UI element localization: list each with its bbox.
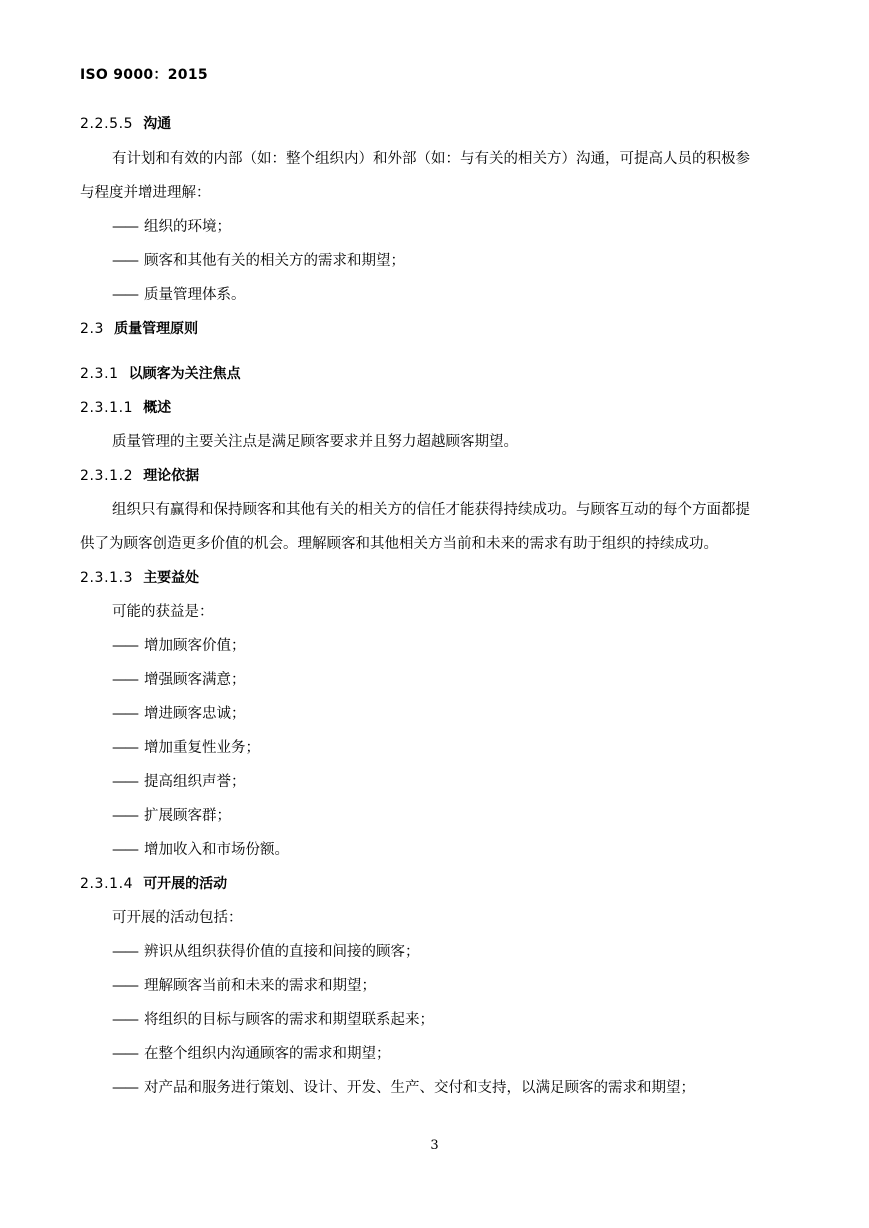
bullet-dash: —— (112, 219, 137, 235)
list-item: —— 质量管理体系。 (112, 287, 246, 303)
bullet-dash: —— (112, 1012, 137, 1028)
bullet-dash: —— (112, 253, 137, 269)
bullet-dash: —— (112, 1046, 137, 1062)
list-item: —— 扩展顾客群； (112, 808, 231, 824)
section-title: 概述 (143, 400, 172, 416)
section-title: 可开展的活动 (143, 876, 228, 892)
list-item: —— 提高组织声誉； (112, 774, 246, 790)
section-number: 2.3.1.2 (80, 468, 134, 484)
section-heading-2-3-1-1 (80, 398, 800, 418)
section-number: 2.3.1.1 (80, 400, 134, 416)
section-number: 2.3.1 (80, 366, 119, 382)
bullet-dash: —— (112, 672, 137, 688)
section-title: 主要益处 (143, 570, 200, 586)
section-number: 2.3 (80, 321, 105, 337)
section-title: 以顾客为关注焦点 (128, 366, 241, 382)
bullet-dash: —— (112, 774, 137, 790)
paragraph-line: 可开展的活动包括： (112, 910, 243, 926)
list-item: —— 增加收入和市场份额。 (112, 842, 289, 858)
paragraph-line: 质量管理的主要关注点是满足顾客要求并且努力超越顾客期望。 (112, 434, 518, 450)
section-number: 2.2.5.5 (80, 116, 134, 132)
paragraph-line: 组织只有赢得和保持顾客和其他有关的相关方的信任才能获得持续成功。与顾客互动的每个方面都提 (112, 502, 750, 518)
document-header: ISO 9000：2015 (80, 67, 208, 83)
paragraph-line: 有计划和有效的内部（如：整个组织内）和外部（如：与有关的相关方）沟通，可提高人员的积极参 (112, 151, 750, 167)
bullet-dash: —— (112, 842, 137, 858)
bullet-dash: —— (112, 638, 137, 654)
paragraph-line: 可能的获益是： (112, 604, 214, 620)
list-item: —— 对产品和服务进行策划、设计、开发、生产、交付和支持，以满足顾客的需求和期望； (112, 1080, 695, 1096)
list-item: —— 在整个组织内沟通顾客的需求和期望； (112, 1046, 391, 1062)
section-number: 2.3.1.3 (80, 570, 134, 586)
list-item: —— 辨识从组织获得价值的直接和间接的顾客； (112, 944, 420, 960)
page-number: 3 (430, 1138, 439, 1153)
section-heading-2-3-1 (80, 364, 800, 384)
list-item: —— 将组织的目标与顾客的需求和期望联系起来； (112, 1012, 434, 1028)
bullet-dash: —— (112, 808, 137, 824)
bullet-dash: —— (112, 287, 137, 303)
paragraph-line: 与程度并增进理解： (80, 185, 211, 201)
section-title: 沟通 (143, 116, 172, 132)
section-number: 2.3.1.4 (80, 876, 134, 892)
list-item: —— 增加重复性业务； (112, 740, 260, 756)
section-title: 质量管理原则 (114, 321, 199, 337)
bullet-dash: —— (112, 944, 137, 960)
list-item: —— 组织的环境； (112, 219, 231, 235)
section-heading-2-3-1-2 (80, 466, 800, 486)
bullet-dash: —— (112, 978, 137, 994)
bullet-dash: —— (112, 706, 137, 722)
section-heading-2-3 (80, 319, 800, 339)
section-heading-2-3-1-3 (80, 568, 800, 588)
list-item: —— 增加顾客价值； (112, 638, 246, 654)
list-item: —— 增强顾客满意； (112, 672, 246, 688)
section-title: 理论依据 (143, 468, 200, 484)
list-item: —— 增进顾客忠诚； (112, 706, 246, 722)
paragraph-line: 供了为顾客创造更多价值的机会。理解顾客和其他相关方当前和未来的需求有助于组织的持续成功。 (80, 536, 718, 552)
bullet-dash: —— (112, 1080, 137, 1096)
bullet-dash: —— (112, 740, 137, 756)
section-heading-2-2-5-5 (80, 114, 800, 134)
list-item: —— 理解顾客当前和未来的需求和期望； (112, 978, 376, 994)
list-item: —— 顾客和其他有关的相关方的需求和期望； (112, 253, 405, 269)
section-heading-2-3-1-4 (80, 874, 800, 894)
